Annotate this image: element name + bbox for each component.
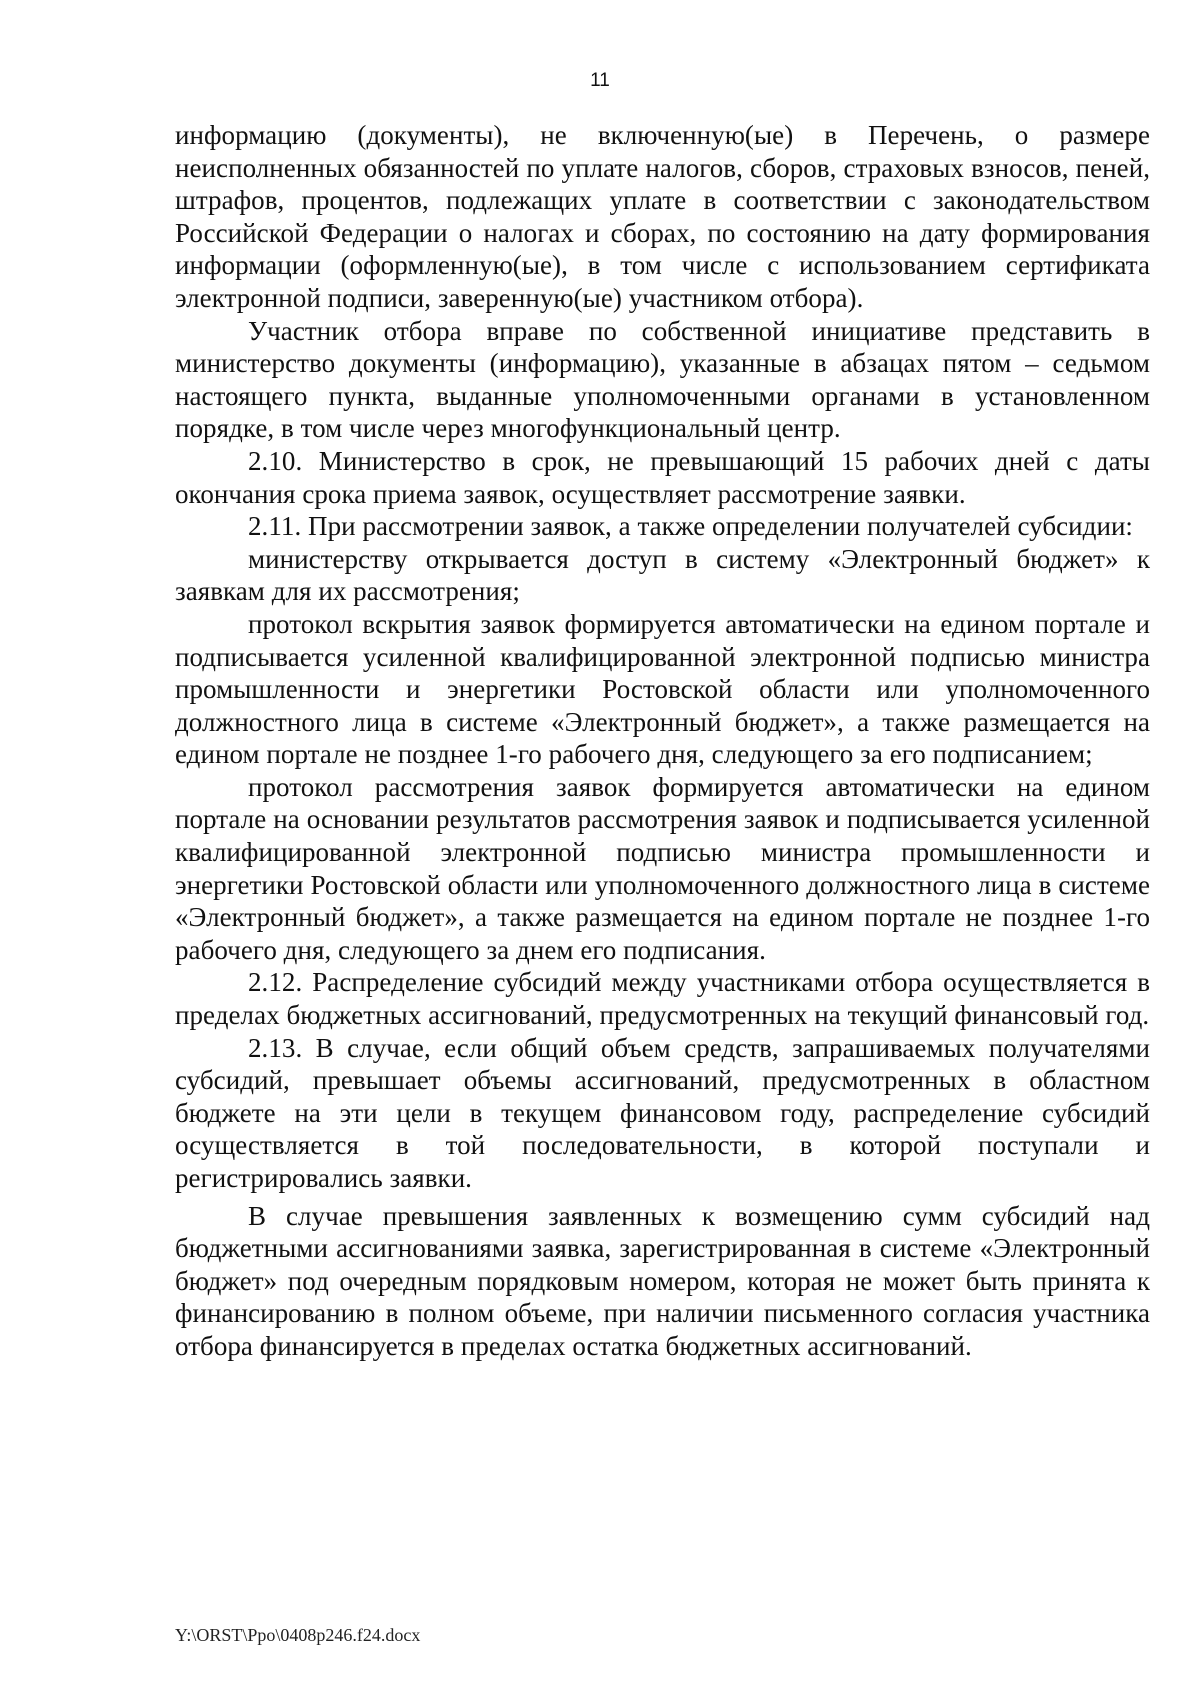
paragraph-2-11-opening-protocol: протокол вскрытия заявок формируется автоматически на едином портале и подписывается усиленной квалифицированной электронной подписью министра промышленности и энергетики Ростовской области или уполномоченного должностного лица в системе «Электронный бюджет», а также размещается на едином портале не позднее 1-го рабочего дня, следующего за его подписанием; bbox=[175, 608, 1150, 770]
paragraph-2-11-review-protocol: протокол рассмотрения заявок формируется автоматически на едином портале на основании результатов рассмотрения заявок и подписывается усиленной квалифицированной электронной подписью министра промышленности и энергетики Ростовской области или уполномоченного должностного лица в системе «Электронный бюджет», а также размещается на едином портале не позднее 1-го рабочего дня, следующего за днем его подписания. bbox=[175, 771, 1150, 965]
paragraph-2-11: 2.11. При рассмотрении заявок, а также определении получателей субсидии: bbox=[248, 511, 1133, 542]
paragraph-2-11-access: министерству открывается доступ в систему «Электронный бюджет» к заявкам для их рассмотрения; bbox=[175, 543, 1150, 607]
paragraph-continuation: информацию (документы), не включенную(ые) в Перечень, о размере неисполненных обязанностей по уплате налогов, сборов, страховых взносов, пеней, штрафов, процентов, подлежащих уплате в соответствии с законодательством Российской Федерации о налогах и сборах, по состоянию на дату формирования информации (оформленную(ые), в том числе с использованием сертификата электронной подписи, заверенную(ые) участником отбора). bbox=[175, 120, 1150, 313]
page-number: 11 bbox=[590, 70, 610, 91]
paragraph-2-13: 2.13. В случае, если общий объем средств, запрашиваемых получателями субсидий, превышает объемы ассигнований, предусмотренных в областном бюджете на эти цели в текущем финансовом году, распределение субсидий осуществляется в той последовательности, в которой поступали и регистрировались заявки. bbox=[175, 1032, 1150, 1193]
paragraph-2-10: 2.10. Министерство в срок, не превышающий 15 рабочих дней с даты окончания срока приема заявок, осуществляет рассмотрение заявки. bbox=[175, 445, 1150, 509]
footer-file-path: Y:\ORST\Ppo\0408p246.f24.docx bbox=[175, 1625, 421, 1645]
paragraph-participant-right: Участник отбора вправе по собственной инициативе представить в министерство документы (информацию), указанные в абзацах пятом – седьмом настоящего пункта, выданные уполномоченными органами в установленном порядке, в том числе через многофункциональный центр. bbox=[175, 315, 1150, 444]
paragraph-excess-case: В случае превышения заявленных к возмещению сумм субсидий над бюджетными ассигнованиями заявка, зарегистрированная в системе «Электронный бюджет» под очередным порядковым номером, которая не может быть принята к финансированию в полном объеме, при наличии письменного согласия участника отбора финансируется в пределах остатка бюджетных ассигнований. bbox=[175, 1200, 1150, 1361]
document-body bbox=[175, 119, 1150, 1363]
paragraph-2-12: 2.12. Распределение субсидий между участниками отбора осуществляется в пределах бюджетных ассигнований, предусмотренных на текущий финансовый год. bbox=[175, 967, 1150, 1031]
